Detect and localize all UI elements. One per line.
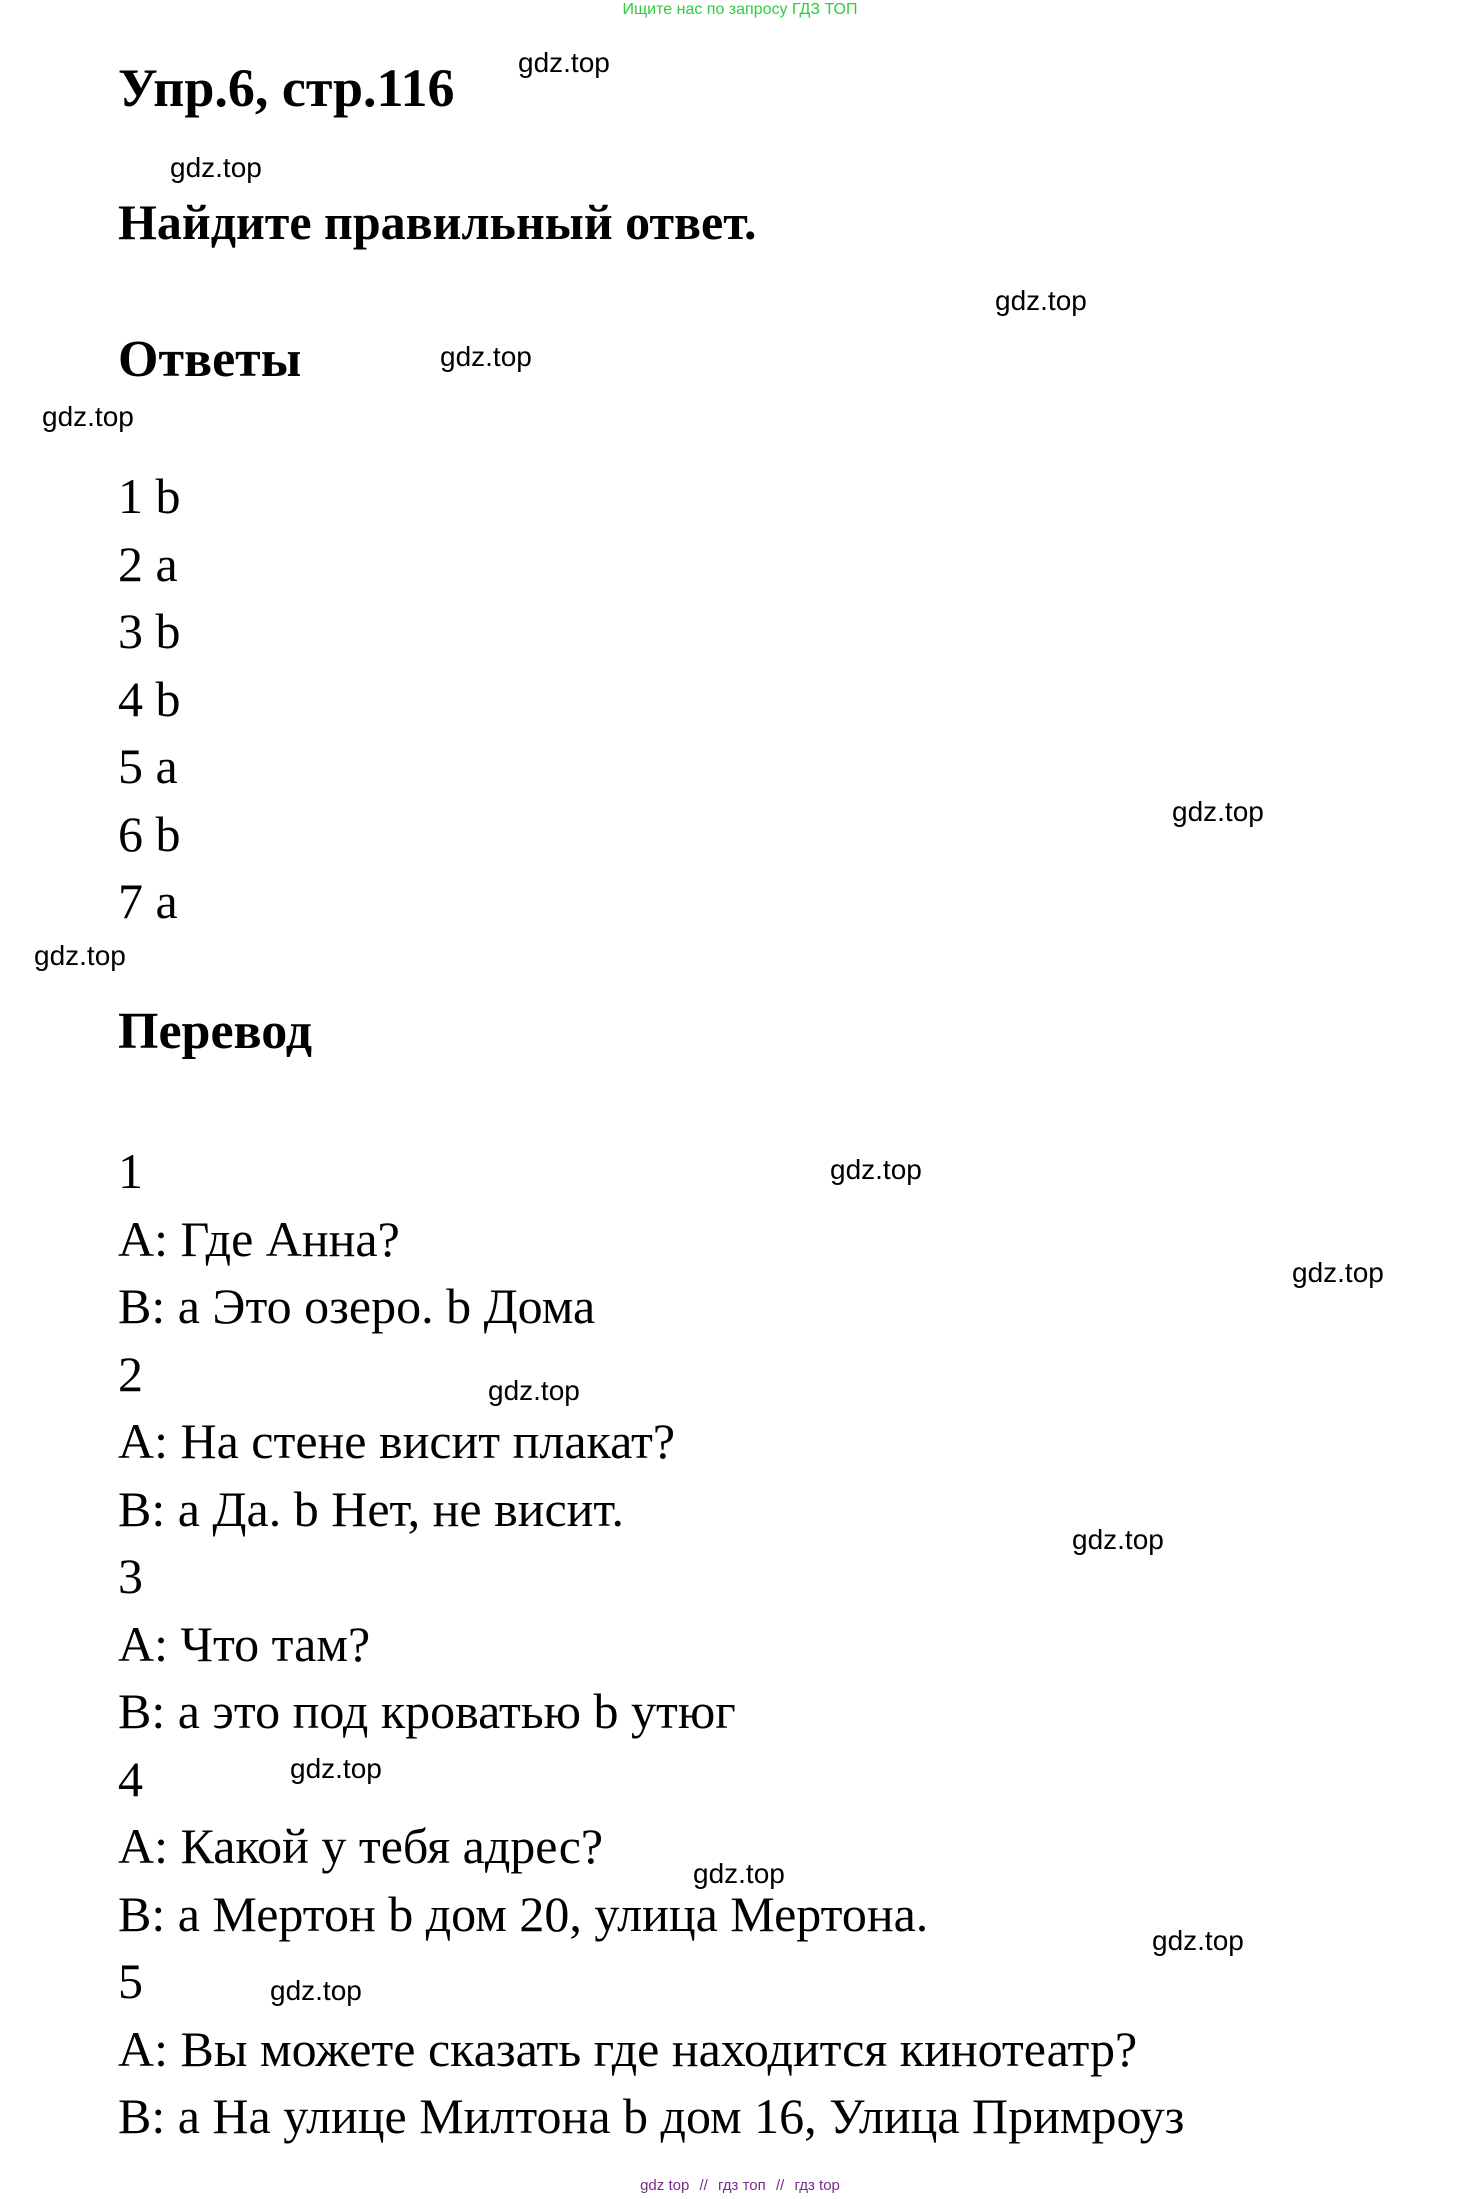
top-banner: Ищите нас по запросу ГДЗ ТОП (622, 1, 858, 18)
watermark: gdz.top (995, 285, 1087, 316)
dialogue-number: 1 (118, 1143, 143, 1199)
translation-heading: Перевод (118, 1003, 313, 1060)
watermark: gdz.top (693, 1858, 785, 1889)
footer-link[interactable]: gdz top (640, 2177, 690, 2194)
watermark: gdz.top (440, 341, 532, 372)
task-heading: Найдите правильный ответ. (118, 194, 757, 250)
watermark: gdz.top (42, 401, 134, 432)
watermark: gdz.top (1152, 1925, 1244, 1956)
dialogue-number: 5 (118, 1953, 143, 2009)
watermark: gdz.top (488, 1375, 580, 1406)
dialogue-line: B: a Это озеро. b Дома (118, 1278, 596, 1334)
answer-item: 2 a (118, 535, 178, 592)
dialogue-line: A: Вы можете сказать где находится кинотеатр? (118, 2020, 1138, 2077)
watermark: gdz.top (170, 152, 262, 183)
answer-item: 6 b (118, 805, 181, 862)
watermark: gdz.top (518, 47, 610, 78)
watermark: gdz.top (1072, 1524, 1164, 1555)
watermark: gdz.top (34, 940, 126, 971)
dialogue-number: 2 (118, 1345, 143, 1402)
answer-item: 5 a (118, 738, 178, 794)
dialogue-line: A: На стене висит плакат? (118, 1413, 676, 1469)
answer-item: 4 b (118, 670, 181, 727)
footer-separator: // (699, 2177, 708, 2194)
answers-heading: Ответы (118, 331, 302, 388)
watermark: gdz.top (1172, 796, 1264, 827)
footer-link[interactable]: гдз top (794, 2177, 840, 2194)
answer-item: 3 b (118, 603, 181, 659)
answer-item: 7 a (118, 873, 178, 929)
dialogue-line: B: a Мертон b дом 20, улица Мертона. (118, 1885, 929, 1942)
watermark: gdz.top (830, 1154, 922, 1185)
watermark: gdz.top (1292, 1257, 1384, 1288)
watermark: gdz.top (290, 1753, 382, 1784)
dialogue-line: A: Где Анна? (118, 1210, 400, 1267)
dialogue-line: B: a На улице Милтона b дом 16, Улица Примроуз (118, 2088, 1185, 2144)
footer-separator: // (775, 2177, 785, 2194)
dialogue-number: 3 (118, 1548, 143, 1604)
footer-links (0, 2176, 1480, 2196)
dialogue-line: B: a Да. b Нет, не висит. (118, 1480, 624, 1537)
dialogue-number: 4 (118, 1750, 143, 1807)
page-title: Упр.6, стр.116 (118, 58, 455, 118)
dialogue-line: A: Какой у тебя адрес? (118, 1818, 604, 1874)
footer-link[interactable]: гдз топ (718, 2177, 766, 2194)
dialogue-line: A: Что там? (118, 1615, 371, 1672)
answers-list (118, 463, 181, 936)
dialogue-line: B: a это под кроватью b утюг (118, 1683, 736, 1739)
answer-item: 1 b (118, 468, 181, 524)
watermark: gdz.top (270, 1975, 362, 2006)
